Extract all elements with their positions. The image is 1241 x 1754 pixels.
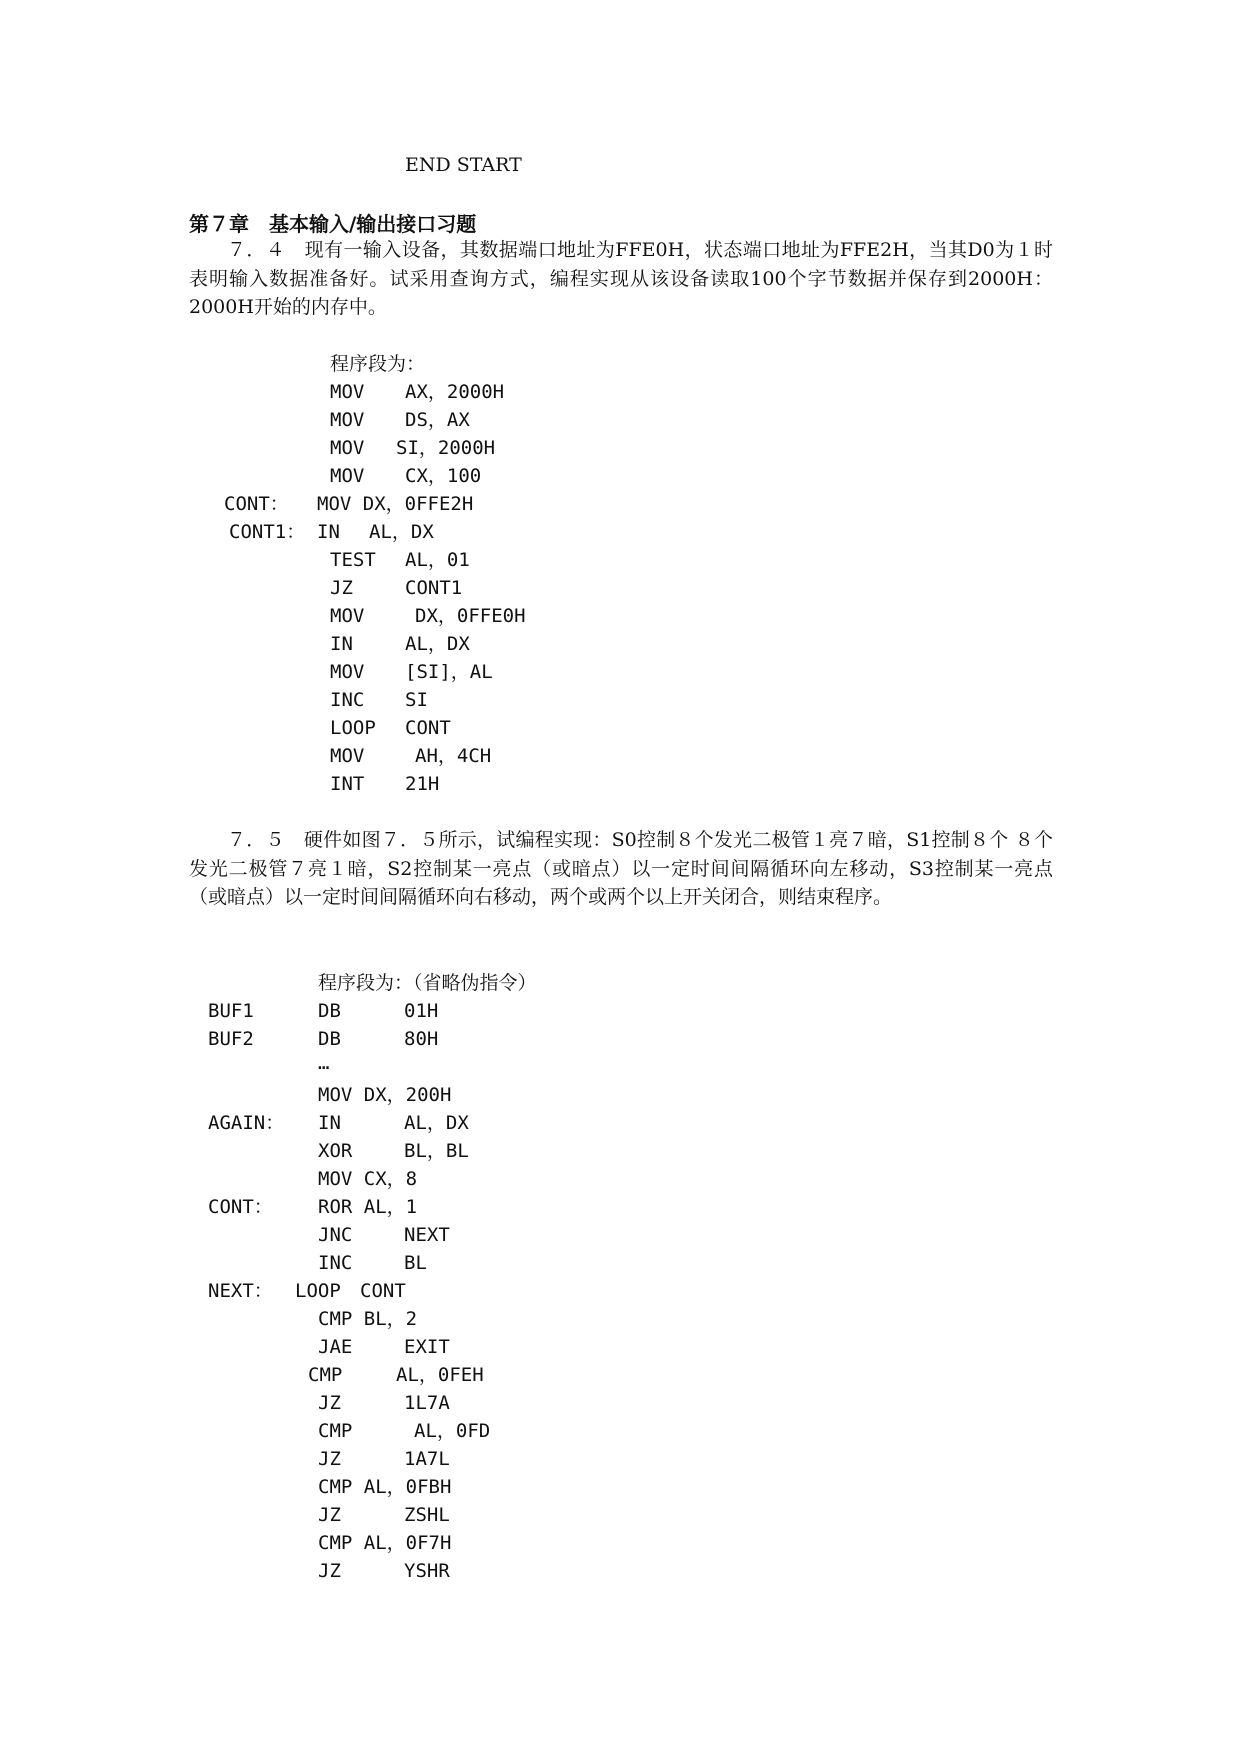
opcode: MOV DX，0FFE2H <box>317 493 474 515</box>
operands: AL，DX <box>405 633 470 655</box>
operands: AH，4CH <box>415 745 492 767</box>
operands: AX，2000H <box>405 381 505 403</box>
operands: BL，BL <box>404 1140 469 1162</box>
label: AGAIN： <box>208 1112 285 1134</box>
opcode: CMP <box>318 1420 353 1442</box>
operands: ZSHL <box>404 1504 450 1526</box>
opcode: JZ <box>318 1560 341 1582</box>
operands: 21H <box>405 773 440 795</box>
operands: DS，AX <box>405 409 470 431</box>
ellipsis: … <box>318 1052 330 1074</box>
operands: BL <box>404 1252 427 1274</box>
opcode: MOV <box>330 661 365 683</box>
opcode: MOV <box>330 437 365 459</box>
operands: EXIT <box>404 1336 450 1358</box>
question-7-4-text: ７．４ 现有一输入设备，其数据端口地址为FFE0H，状态端口地址为FFE2H，当其D0为１时表明输入数据准备好。试采用查询方式，编程实现从该设备读取100个字节数据并保存到2000H：2000H开始的内存中。 <box>189 239 1053 318</box>
opcode: LOOP <box>295 1280 341 1302</box>
opcode: IN <box>317 521 340 543</box>
operands: CONT <box>360 1280 406 1302</box>
opcode: DB <box>318 1000 341 1022</box>
operands: YSHR <box>404 1560 450 1582</box>
operands: CX，100 <box>405 465 482 487</box>
operands: 1A7L <box>404 1448 450 1470</box>
label: BUF2 <box>208 1028 254 1050</box>
operands: CONT1 <box>405 577 463 599</box>
opcode: INC <box>318 1252 353 1274</box>
opcode: DB <box>318 1028 341 1050</box>
opcode: IN <box>330 633 353 655</box>
opcode: MOV <box>330 381 365 403</box>
opcode: ROR AL，1 <box>318 1196 418 1218</box>
label: CONT： <box>208 1196 273 1218</box>
label: NEXT： <box>208 1280 273 1302</box>
operands: [SI]，AL <box>405 661 493 683</box>
opcode: XOR <box>318 1140 353 1162</box>
opcode: LOOP <box>330 717 376 739</box>
question-7-5-text: ７．５ 硬件如图７．５所示，试编程实现：S0控制８个发光二极管１亮７暗，S1控制８个 ８个发光二极管７亮１暗，S2控制某一亮点（或暗点）以一定时间间隔循环向左移动，S3控制某一亮点（或暗点）以一定时间间隔循环向右移动，两个或两个以上开关闭合，则结束程序。 <box>189 829 1053 908</box>
operands: SI，2000H <box>396 437 496 459</box>
opcode: MOV <box>330 465 365 487</box>
opcode: CMP <box>308 1364 343 1386</box>
end-start-line: END START <box>405 154 522 176</box>
operands: DX，0FFE0H <box>415 605 526 627</box>
opcode: MOV DX，200H <box>318 1084 452 1106</box>
opcode: JNC <box>318 1224 353 1246</box>
opcode: MOV <box>330 409 365 431</box>
opcode: MOV <box>330 605 365 627</box>
opcode: CMP AL，0FBH <box>318 1476 452 1498</box>
opcode: JZ <box>318 1392 341 1414</box>
chapter-heading: 第７章 基本输入/输出接口习题 <box>189 212 477 236</box>
opcode: CMP BL，2 <box>318 1308 418 1330</box>
opcode: INC <box>330 689 365 711</box>
label: BUF1 <box>208 1000 254 1022</box>
opcode: JZ <box>318 1448 341 1470</box>
operands: AL，0FD <box>414 1420 491 1442</box>
opcode: MOV CX，8 <box>318 1168 418 1190</box>
operands: NEXT <box>404 1224 450 1246</box>
label: CONT： <box>224 493 289 515</box>
opcode: JZ <box>330 577 353 599</box>
q75-program-label: 程序段为：（省略伪指令） <box>318 972 537 994</box>
opcode: IN <box>318 1112 341 1134</box>
operands: 01H <box>404 1000 439 1022</box>
operands: 1L7A <box>404 1392 450 1414</box>
operands: SI <box>405 689 428 711</box>
operands: AL，01 <box>405 549 470 571</box>
opcode: MOV <box>330 745 365 767</box>
operands: CONT <box>405 717 451 739</box>
q74-program-label: 程序段为： <box>330 353 426 375</box>
label: CONT1： <box>229 521 306 543</box>
operands: AL，DX <box>404 1112 469 1134</box>
opcode: JZ <box>318 1504 341 1526</box>
operands: 80H <box>404 1028 439 1050</box>
opcode: TEST <box>330 549 376 571</box>
opcode: JAE <box>318 1336 353 1358</box>
operands: AL，0FEH <box>396 1364 484 1386</box>
opcode: CMP AL，0F7H <box>318 1532 452 1554</box>
opcode: INT <box>330 773 365 795</box>
operands: AL，DX <box>369 521 434 543</box>
